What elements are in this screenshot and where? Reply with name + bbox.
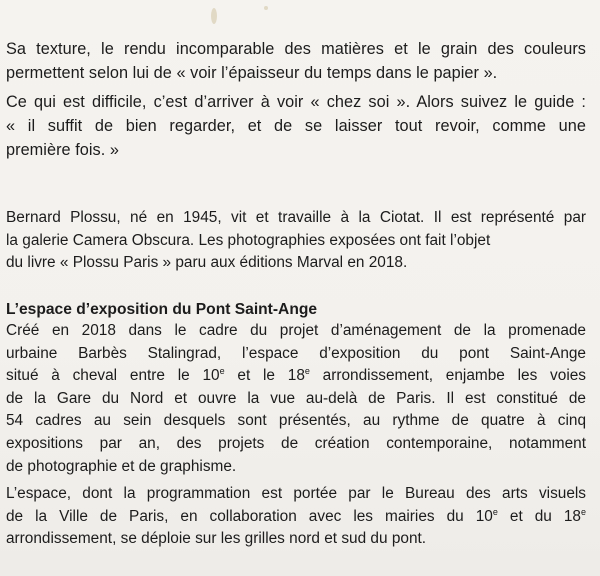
text-line: expositions par an, des projets de création contemporaine, notamment xyxy=(6,434,586,452)
text-line: de photographie et de graphisme. xyxy=(6,457,237,475)
text-line: urbaine Barbès Stalingrad, l’espace d’exposition du pont Saint-Ange xyxy=(6,344,586,362)
text-line: arrondissement, se déploie sur les grilles nord et sud du pont. xyxy=(6,530,427,548)
section-heading: L’espace d’exposition du Pont Saint-Ange xyxy=(6,301,318,318)
intro-paragraph-2 xyxy=(6,90,586,162)
text-line: 54 cadres au sein desquels sont présentés, au rythme de quatre à cinq xyxy=(6,412,586,430)
text-line: L’espace, dont la programmation est portée par le Bureau des arts visuels xyxy=(6,485,586,502)
text-line: première fois. » xyxy=(6,141,120,159)
text-line: permettent selon lui de « voir l’épaisseur du temps dans le papier ». xyxy=(6,64,498,82)
paper-stain xyxy=(264,6,268,10)
text-line: « il suffit de bien regarder, et de se laisser tout revoir, comme une xyxy=(6,117,586,135)
paper-stain xyxy=(211,8,217,24)
bio-paragraph xyxy=(6,207,586,275)
section-paragraph-2 xyxy=(6,483,586,551)
text-line: de la Ville de Paris, en collaboration avec les mairies du 10e et du 18e xyxy=(6,506,587,525)
text-line: de la Gare du Nord et ouvre la vue au-delà de Paris. Il est constitué de xyxy=(6,389,586,407)
text-line: Ce qui est difficile, c’est d’arriver à voir « chez soi ». Alors suivez le guide : xyxy=(6,93,586,111)
section-paragraph-1 xyxy=(6,320,586,478)
text-line: la galerie Camera Obscura. Les photographies exposées ont fait l’objet xyxy=(6,231,491,249)
text-line: Bernard Plossu, né en 1945, vit et travaille à la Ciotat. Il est représenté par xyxy=(6,209,586,226)
text-line: du livre « Plossu Paris » paru aux éditions Marval en 2018. xyxy=(6,254,408,272)
intro-paragraph-1 xyxy=(6,37,586,85)
text-line: Créé en 2018 dans le cadre du projet d’aménagement de la promenade xyxy=(6,322,586,339)
text-line: Sa texture, le rendu incomparable des matières et le grain des couleurs xyxy=(6,40,586,58)
text-line: situé à cheval entre le 10e et le 18e arrondissement, enjambe les voies xyxy=(6,366,586,385)
